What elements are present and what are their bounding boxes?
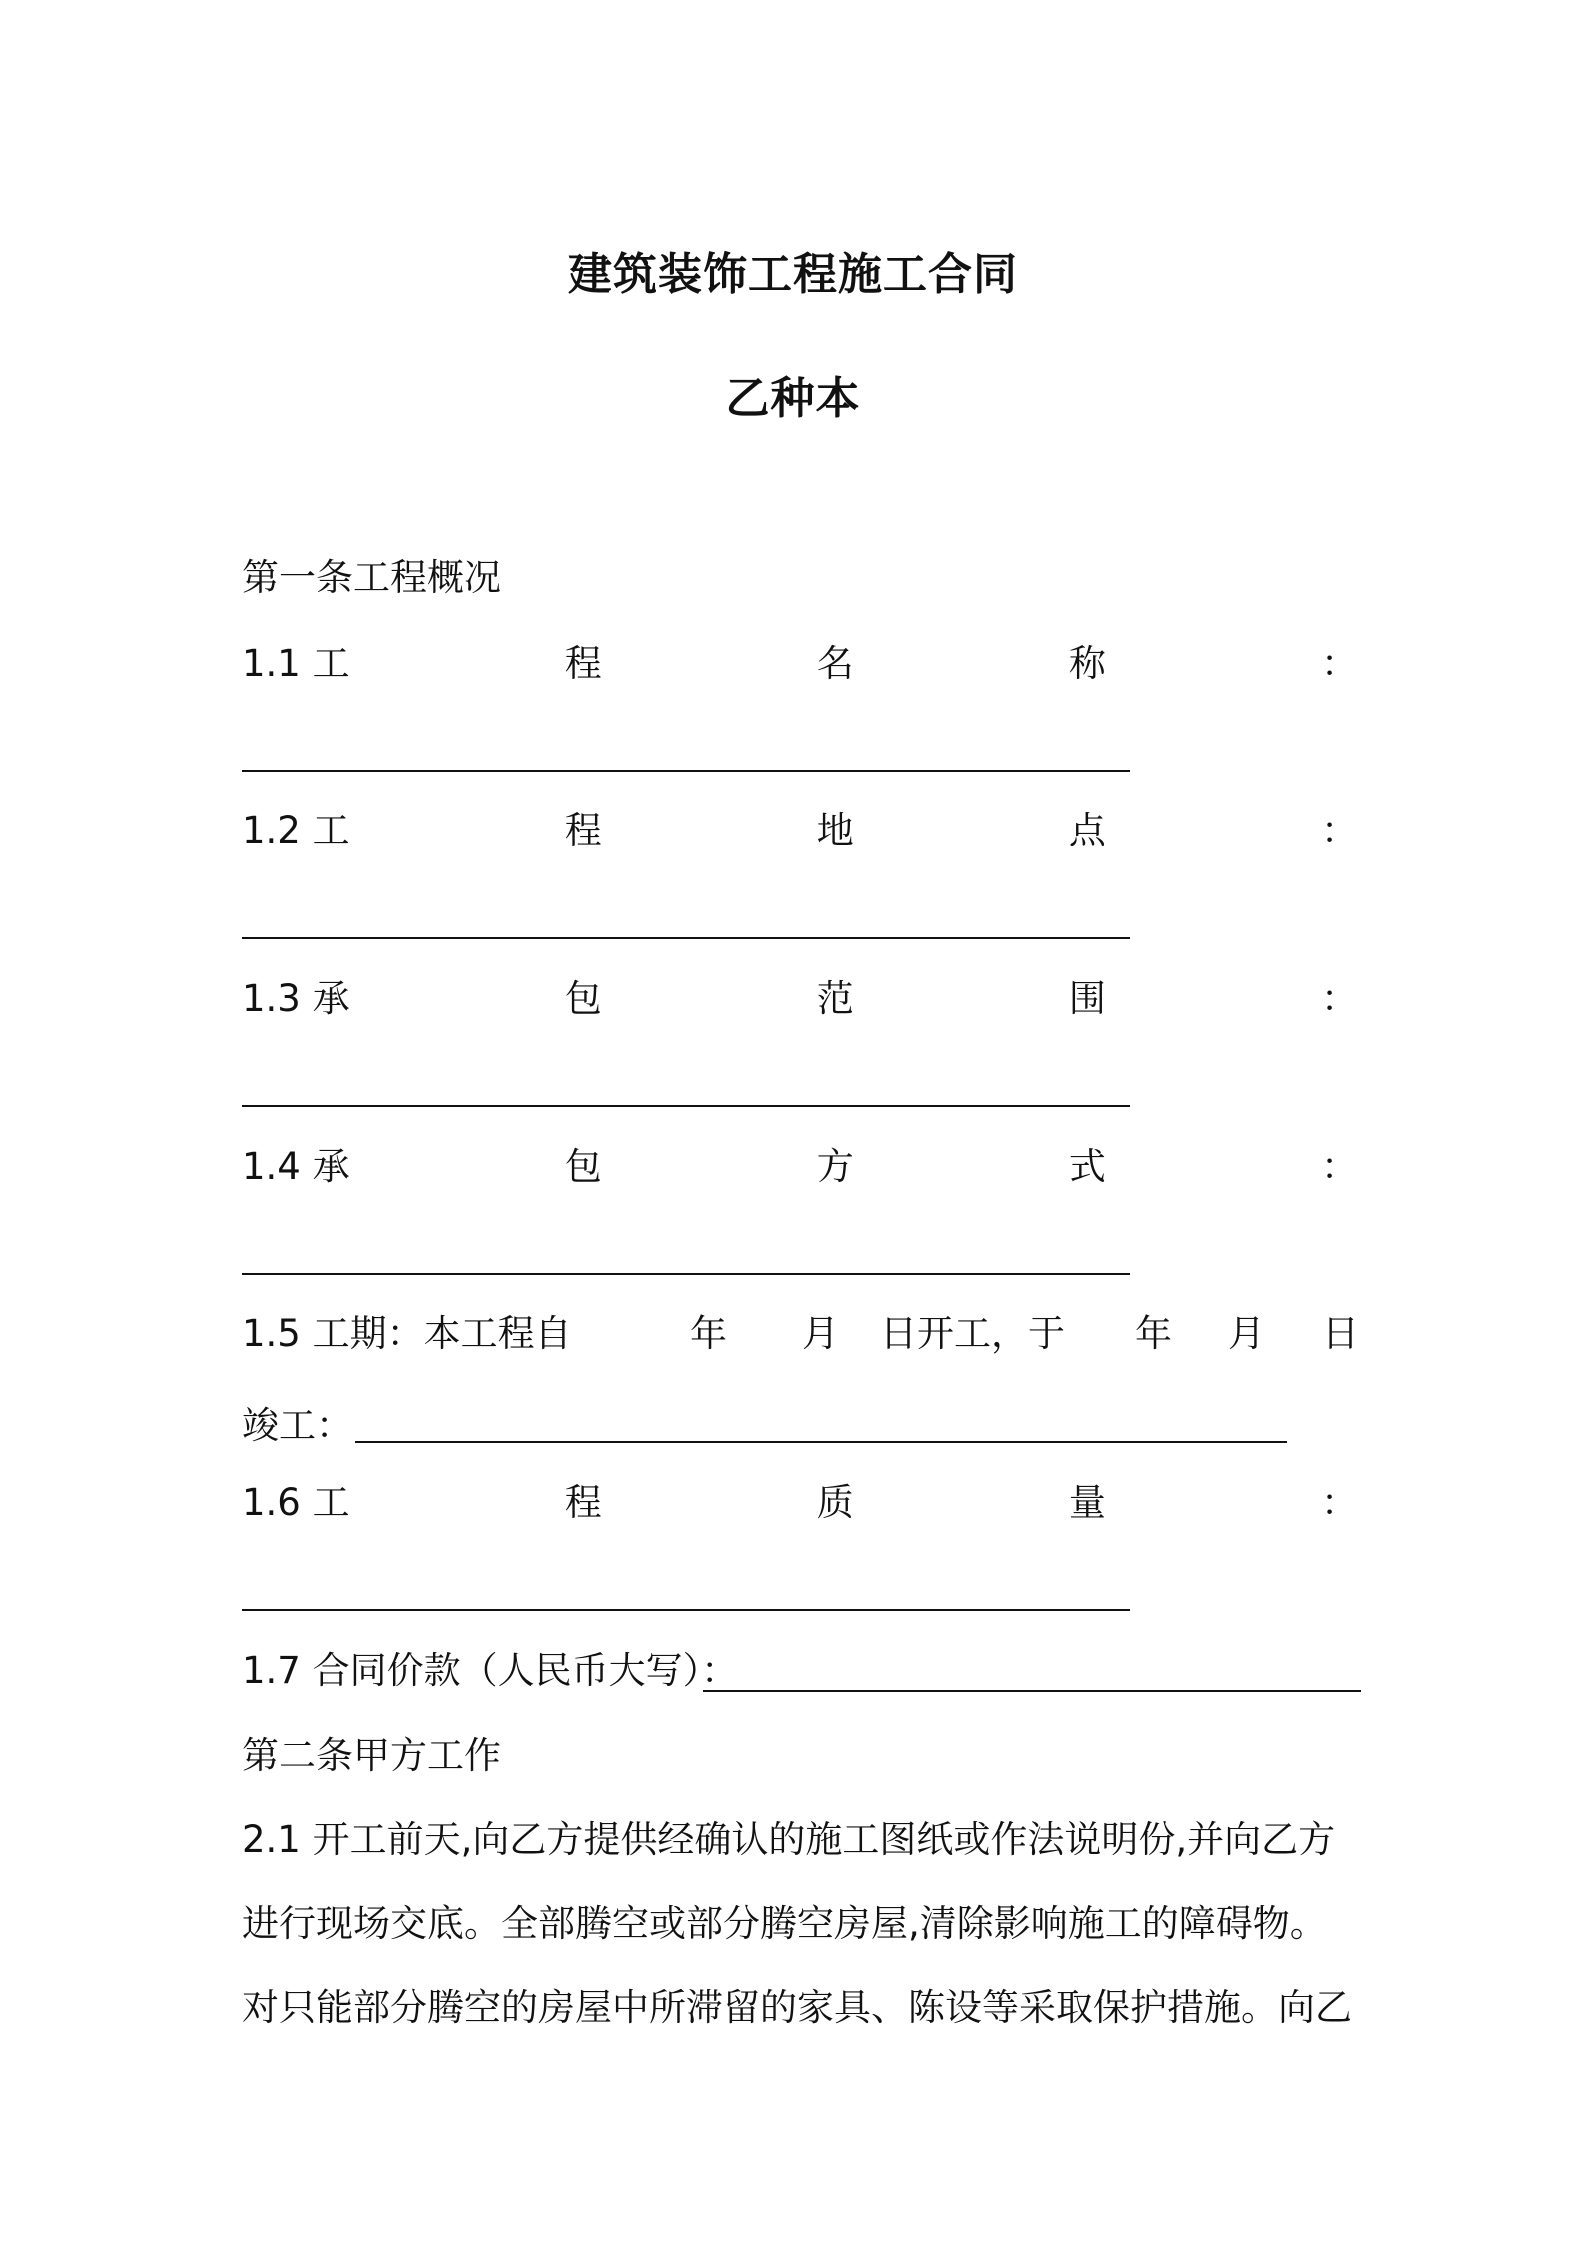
item-1-2 bbox=[242, 809, 1358, 853]
article2-line: 对只能部分腾空的房屋中所滞留的家具、陈设等采取保护措施。向乙 bbox=[242, 1986, 1352, 2029]
item-label-char: 方 bbox=[816, 1145, 854, 1188]
price-label: 1.7 合同价款（人民币大写）： bbox=[242, 1649, 739, 1692]
article2-line: 2.1 开工前天,向乙方提供经确认的施工图纸或作法说明份,并向乙方 bbox=[242, 1818, 1336, 1861]
blank-line bbox=[242, 1273, 1130, 1275]
item-label-char: 程 bbox=[564, 642, 602, 685]
item-label-char: 量 bbox=[1068, 1481, 1106, 1524]
document-title: 建筑装饰工程施工合同 bbox=[568, 249, 1018, 300]
blank-line bbox=[242, 1105, 1130, 1107]
blank-line bbox=[242, 937, 1130, 939]
period-year-2: 年 bbox=[1135, 1312, 1172, 1355]
item-colon: ： bbox=[1320, 642, 1358, 685]
item-label-char: 围 bbox=[1068, 977, 1106, 1020]
item-1-4 bbox=[242, 1145, 1358, 1189]
item-label-char: 包 bbox=[564, 1145, 602, 1188]
article2-heading: 第二条甲方工作 bbox=[242, 1734, 501, 1777]
blank-line bbox=[242, 1609, 1130, 1611]
item-label-char: 称 bbox=[1068, 642, 1106, 685]
item-label-char: 包 bbox=[564, 977, 602, 1020]
document-subtitle: 乙种本 bbox=[725, 373, 861, 424]
item-colon: ： bbox=[1320, 1481, 1358, 1524]
item-label-char: 式 bbox=[1068, 1145, 1106, 1188]
period-end-label: 竣工： bbox=[242, 1404, 353, 1447]
item-label-char: 程 bbox=[564, 809, 602, 852]
item-label-first: 1.4 承 bbox=[242, 1145, 350, 1188]
item-label-char: 点 bbox=[1068, 809, 1106, 852]
period-day-2: 日 bbox=[1322, 1312, 1359, 1355]
item-colon: ： bbox=[1320, 977, 1358, 1020]
blank-line bbox=[703, 1690, 1361, 1692]
period-month-1: 月 bbox=[802, 1312, 839, 1355]
item-label-first: 1.1 工 bbox=[242, 642, 350, 685]
item-1-6 bbox=[242, 1481, 1358, 1525]
item-label-char: 质 bbox=[816, 1481, 854, 1524]
period-day-1: 日开工，于 bbox=[880, 1312, 1065, 1355]
item-label-char: 范 bbox=[816, 977, 854, 1020]
item-colon: ： bbox=[1320, 1145, 1358, 1188]
period-year-1: 年 bbox=[690, 1312, 727, 1355]
item-label-first: 1.3 承 bbox=[242, 977, 350, 1020]
item-label-first: 1.2 工 bbox=[242, 809, 350, 852]
item-1-3 bbox=[242, 977, 1358, 1021]
blank-line bbox=[355, 1441, 1287, 1443]
item-1-1 bbox=[242, 642, 1358, 686]
period-month-2: 月 bbox=[1228, 1312, 1265, 1355]
item-label-first: 1.6 工 bbox=[242, 1481, 350, 1524]
article2-line: 进行现场交底。全部腾空或部分腾空房屋,清除影响施工的障碍物。 bbox=[242, 1902, 1327, 1945]
period-start-label: 1.5 工期：本工程自 bbox=[242, 1312, 572, 1355]
item-colon: ： bbox=[1320, 809, 1358, 852]
article1-heading: 第一条工程概况 bbox=[242, 556, 501, 599]
blank-line bbox=[242, 770, 1130, 772]
item-label-char: 程 bbox=[564, 1481, 602, 1524]
item-label-char: 地 bbox=[816, 809, 854, 852]
item-label-char: 名 bbox=[816, 642, 854, 685]
